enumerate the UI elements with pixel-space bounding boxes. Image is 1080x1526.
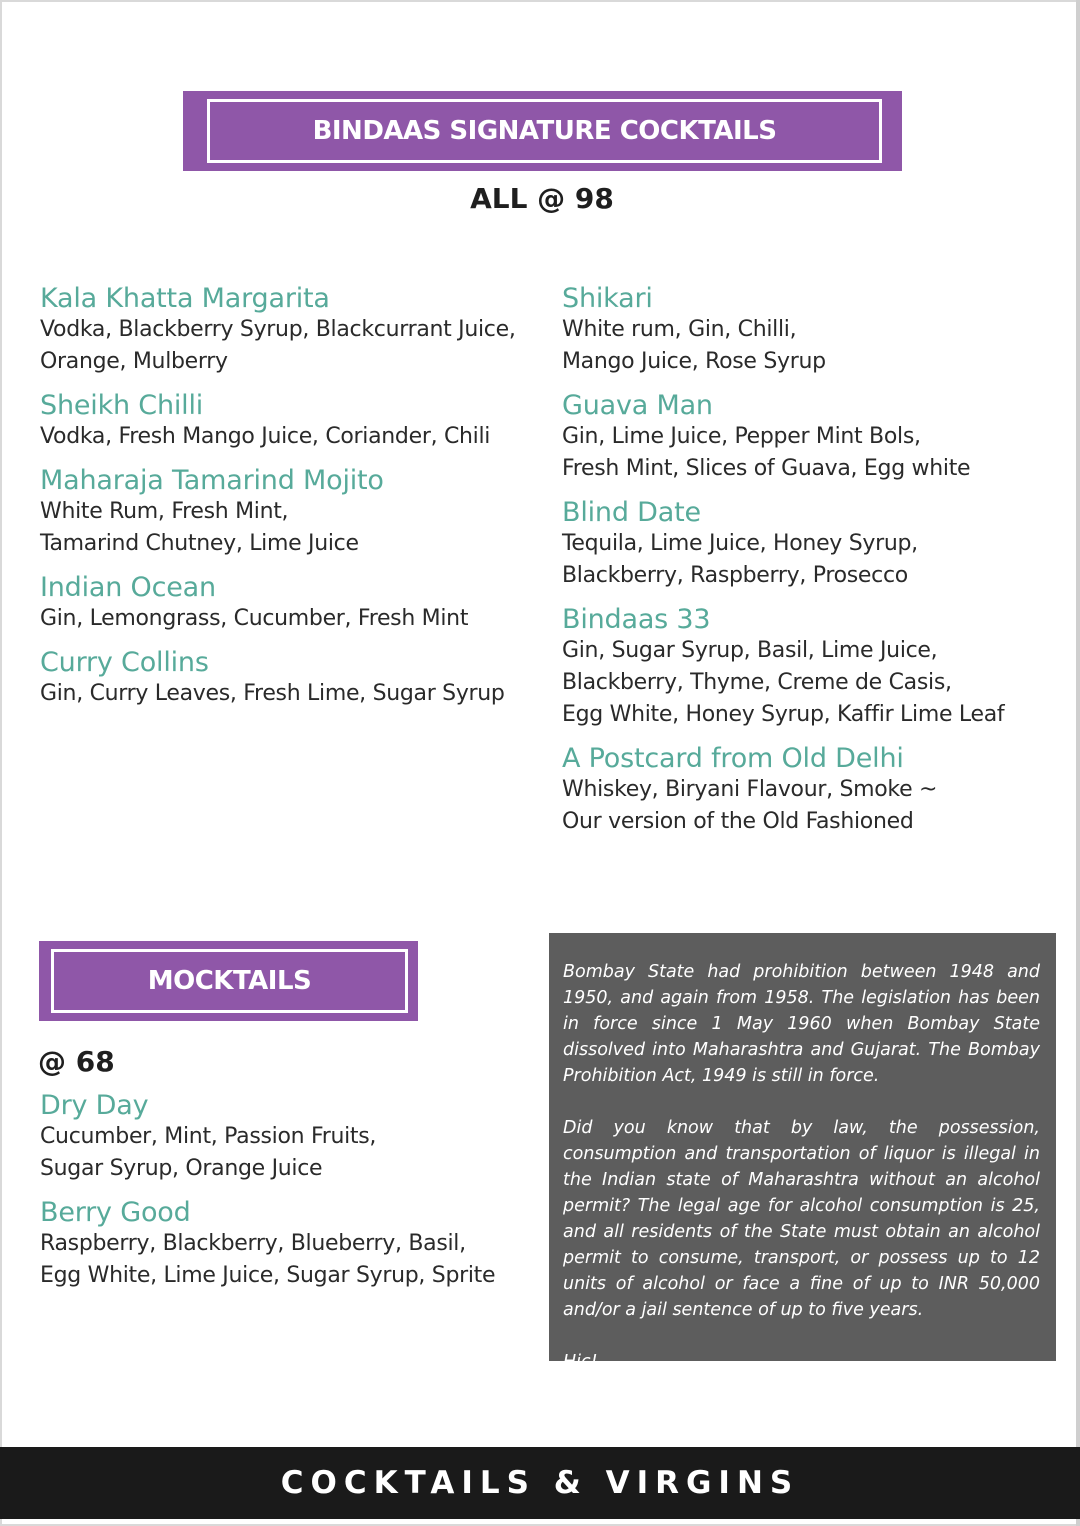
menu-item-ingredients: White Rum, Fresh Mint, xyxy=(40,499,289,524)
menu-item-name: Berry Good xyxy=(40,1197,191,1228)
signature-cocktails-title: BINDAAS SIGNATURE COCKTAILS xyxy=(207,99,882,163)
menu-item-ingredients: Gin, Lemongrass, Cucumber, Fresh Mint xyxy=(40,606,469,631)
mocktails-column xyxy=(40,1089,540,1303)
menu-item-ingredients: Blackberry, Thyme, Creme de Casis, xyxy=(562,670,952,695)
menu-item xyxy=(562,603,1062,731)
menu-item-ingredients: Raspberry, Blackberry, Blueberry, Basil, xyxy=(40,1231,466,1256)
menu-item-name: Shikari xyxy=(562,283,653,314)
menu-item xyxy=(40,464,540,560)
mocktails-banner xyxy=(39,941,418,1021)
menu-item-ingredients: Tamarind Chutney, Lime Juice xyxy=(40,531,359,556)
footer-title: COCKTAILS & VIRGINS xyxy=(280,1465,800,1501)
menu-item xyxy=(40,389,540,453)
menu-item xyxy=(40,646,540,710)
signature-left-column xyxy=(40,282,540,721)
menu-item-ingredients: Sugar Syrup, Orange Juice xyxy=(40,1156,323,1181)
menu-item-ingredients: Gin, Curry Leaves, Fresh Lime, Sugar Syrup xyxy=(40,681,505,706)
menu-item-ingredients: Egg White, Honey Syrup, Kaffir Lime Leaf xyxy=(562,702,1005,727)
menu-item-name: Sheikh Chilli xyxy=(40,390,204,421)
note-paragraph: Did you know that by law, the possession, consumption and transportation of liquor is illegal in the Indian state of Maharashtra without an alcohol permit? The legal age for alcohol consumption is 25, and all residents of the State must obtain an alcohol permit to consume, transport, or possess up to 12 units of alcohol or face a fine of up to INR 50,000 and/or a jail sentence of up to five years. xyxy=(563,1118,1040,1320)
menu-item xyxy=(40,282,540,378)
menu-item-ingredients: Cucumber, Mint, Passion Fruits, xyxy=(40,1124,377,1149)
menu-item-ingredients: Gin, Lime Juice, Pepper Mint Bols, xyxy=(562,424,921,449)
mocktails-price: @ 68 xyxy=(38,1045,115,1078)
menu-item xyxy=(40,571,540,635)
menu-item-ingredients: Vodka, Fresh Mango Juice, Coriander, Chili xyxy=(40,424,491,449)
menu-item-name: Curry Collins xyxy=(40,647,209,678)
menu-item-name: Maharaja Tamarind Mojito xyxy=(40,465,384,496)
menu-item-name: Indian Ocean xyxy=(40,572,216,603)
menu-item xyxy=(40,1196,540,1292)
menu-item-name: A Postcard from Old Delhi xyxy=(562,743,904,774)
menu-item-ingredients: Mango Juice, Rose Syrup xyxy=(562,349,826,374)
menu-item-ingredients: Whiskey, Biryani Flavour, Smoke ~ xyxy=(562,777,938,802)
menu-item-ingredients: Blackberry, Raspberry, Prosecco xyxy=(562,563,908,588)
menu-item xyxy=(562,282,1062,378)
note-paragraph: Bombay State had prohibition between 1948 and 1950, and again from 1958. The legislation has been in force since 1 May 1960 when Bombay State dissolved into Maharashtra and Gujarat. The Bombay Prohibition Act, 1949 is still in force. xyxy=(563,962,1040,1086)
prohibition-note xyxy=(549,933,1056,1372)
menu-item-ingredients: Fresh Mint, Slices of Guava, Egg white xyxy=(562,456,971,481)
menu-item xyxy=(562,742,1062,838)
menu-item-ingredients: White rum, Gin, Chilli, xyxy=(562,317,797,342)
menu-item-name: Kala Khatta Margarita xyxy=(40,283,330,314)
menu-item-name: Blind Date xyxy=(562,497,701,528)
menu-item-name: Dry Day xyxy=(40,1090,149,1121)
signature-price: ALL @ 98 xyxy=(470,182,614,215)
menu-item-ingredients: Vodka, Blackberry Syrup, Blackcurrant Juice, xyxy=(40,317,516,342)
menu-item-ingredients: Orange, Mulberry xyxy=(40,349,228,374)
note-paragraph: Hic! xyxy=(563,1352,598,1372)
signature-right-column xyxy=(562,282,1062,849)
menu-item-name: Bindaas 33 xyxy=(562,604,711,635)
menu-item-ingredients: Egg White, Lime Juice, Sugar Syrup, Sprite xyxy=(40,1263,496,1288)
menu-item-ingredients: Tequila, Lime Juice, Honey Syrup, xyxy=(562,531,918,556)
menu-item-ingredients: Gin, Sugar Syrup, Basil, Lime Juice, xyxy=(562,638,938,663)
menu-item-name: Guava Man xyxy=(562,390,713,421)
menu-item-ingredients: Our version of the Old Fashioned xyxy=(562,809,914,834)
footer-bar xyxy=(0,1447,1080,1519)
page-edge xyxy=(1076,0,1080,1526)
menu-item xyxy=(562,496,1062,592)
mocktails-title: MOCKTAILS xyxy=(51,949,408,1013)
menu-item xyxy=(562,389,1062,485)
signature-cocktails-banner xyxy=(183,91,902,171)
menu-item xyxy=(40,1089,540,1185)
